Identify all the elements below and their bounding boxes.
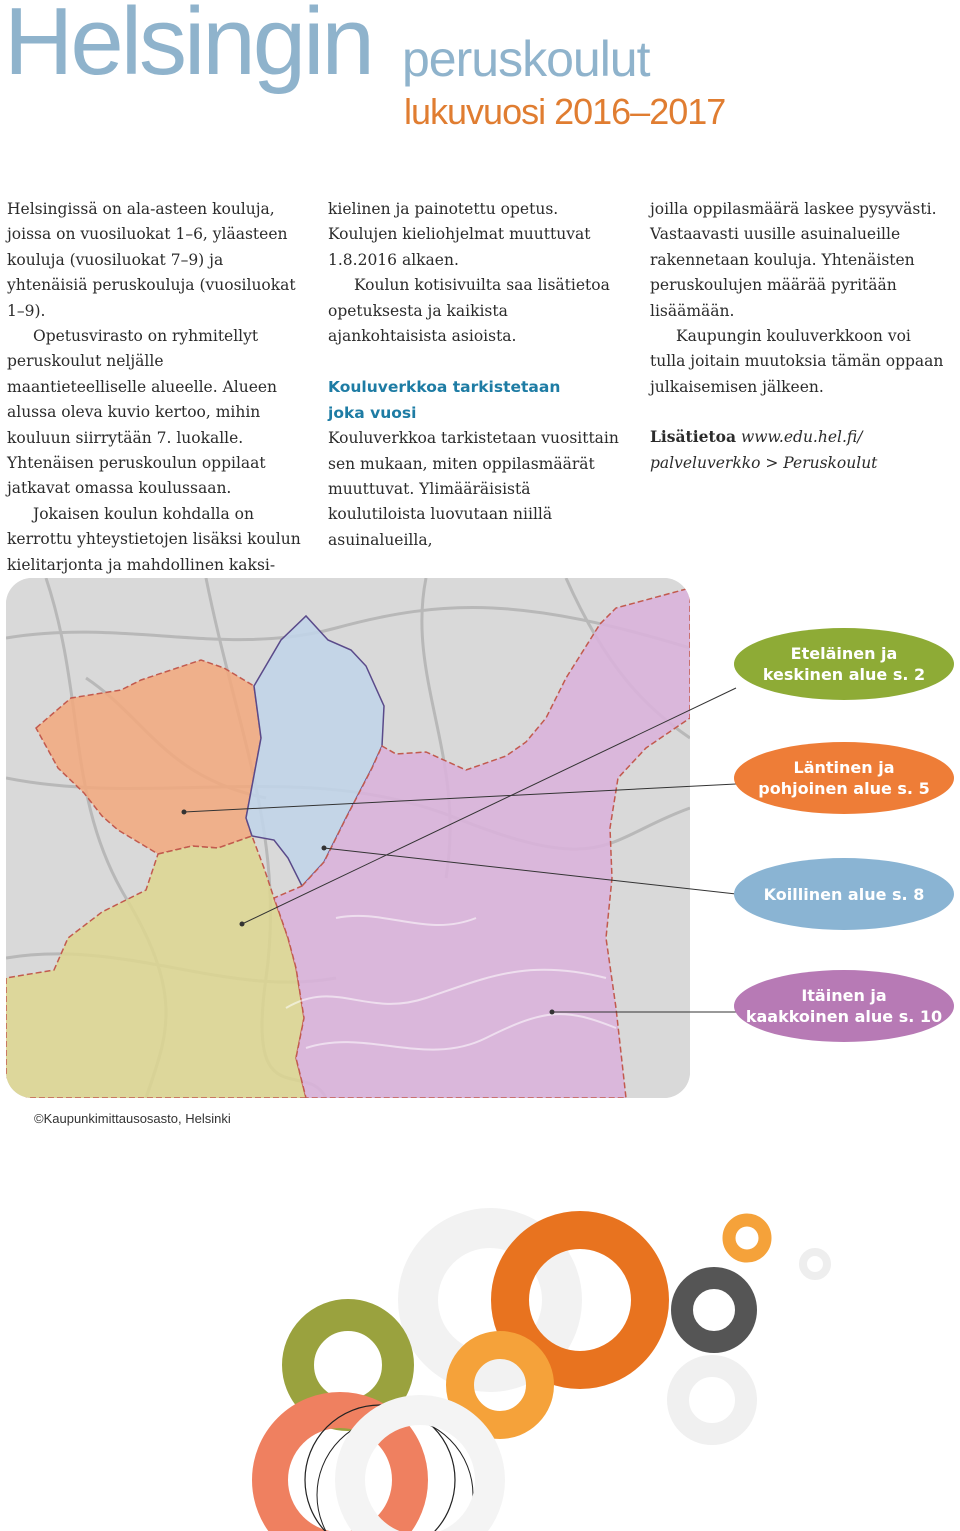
paragraph: joilla oppilasmäärä laskee pysyvästi. Vastaavasti uusille asuinalueille rakennetaan kouluja. Yhtenäisten peruskoulujen määrää pyritään lisäämään. — [650, 200, 937, 320]
callout-dot-west — [182, 810, 187, 815]
area-label-northeast[interactable] — [734, 858, 954, 930]
map-credit: ©Kaupunkimittausosasto, Helsinki — [34, 1111, 231, 1126]
area-label-line: Läntinen ja — [793, 758, 895, 777]
callout-dot-northeast — [322, 846, 327, 851]
callout-line-northeast — [324, 848, 736, 894]
paragraph: Helsingissä on ala-asteen kouluja, joissa on vuosiluokat 1–6, yläasteen kouluja (vuosiluokat 7–9) ja yhtenäisiä peruskouluja (vuosiluokat 1–9). — [7, 200, 296, 320]
info-label: Lisätietoa — [650, 427, 737, 447]
ring-orange-small — [729, 1220, 765, 1256]
ring-dark-gray — [682, 1278, 746, 1342]
school-year: lukuvuosi 2016–2017 — [404, 91, 726, 132]
section-heading-line: joka vuosi — [328, 403, 417, 422]
area-label-line: kaakkoinen alue s. 10 — [745, 1007, 943, 1026]
ring-light-gray-small — [678, 1366, 746, 1434]
decorative-rings — [0, 1150, 960, 1531]
callout-line-south — [242, 688, 736, 924]
paragraph: Opetusvirasto on ryhmitellyt peruskoulut neljälle maantieteelliselle alueelle. Alueen alussa oleva kuvio kertoo, mihin kouluun siirrytään 7. luokalle. Yhtenäisen peruskoulun oppilaat jatkavat omassa koulussaan. — [7, 327, 278, 498]
ring-tiny-gray — [803, 1252, 827, 1276]
area-label-west-north[interactable] — [734, 742, 954, 814]
paragraph: kielinen ja painotettu opetus. Koulujen kieliohjelmat muuttuvat 1.8.2016 alkaen. — [328, 200, 591, 269]
area-label-line: pohjoinen alue s. 5 — [758, 779, 930, 798]
paragraph: Kouluverkkoa tarkistetaan vuosittain sen mukaan, miten oppilasmäärät muuttuvat. Ylimääräisistä koulutiloista luovutaan niillä asuinalueilla, — [328, 429, 619, 549]
page-subtitle: peruskoulut — [402, 31, 650, 87]
area-label-line: Eteläinen ja — [790, 644, 898, 663]
area-label-south-central[interactable] — [734, 628, 954, 700]
paragraph: Jokaisen koulun kohdalla on kerrottu yhteystietojen lisäksi koulun kielitarjonta ja mahdollinen kaksi- — [7, 504, 301, 574]
callout-dot-south — [240, 922, 245, 927]
callout-dot-east — [550, 1010, 555, 1015]
callout-line-west — [184, 784, 736, 812]
section-heading-line: Kouluverkkoa tarkistetaan — [328, 378, 561, 397]
ring-group — [270, 1220, 827, 1531]
area-label-line: Koillinen alue s. 8 — [763, 884, 925, 904]
info-link-path[interactable]: palveluverkko > Peruskoulut — [650, 453, 878, 472]
paragraph: Kaupungin kouluverkkoon voi tulla joitain muutoksia tämän oppaan julkaisemisen jälkeen. — [650, 327, 944, 396]
area-label-east-southeast[interactable] — [734, 970, 954, 1042]
page-title: Helsingin — [4, 0, 372, 95]
area-label-line: Itäinen ja — [801, 986, 887, 1005]
area-label-line: keskinen alue s. 2 — [762, 665, 926, 684]
paragraph: Koulun kotisivuilta saa lisätietoa opetuksesta ja kaikista ajankohtaisista asioista. — [328, 276, 610, 346]
info-link[interactable]: www.edu.hel.fi/ — [740, 428, 863, 447]
